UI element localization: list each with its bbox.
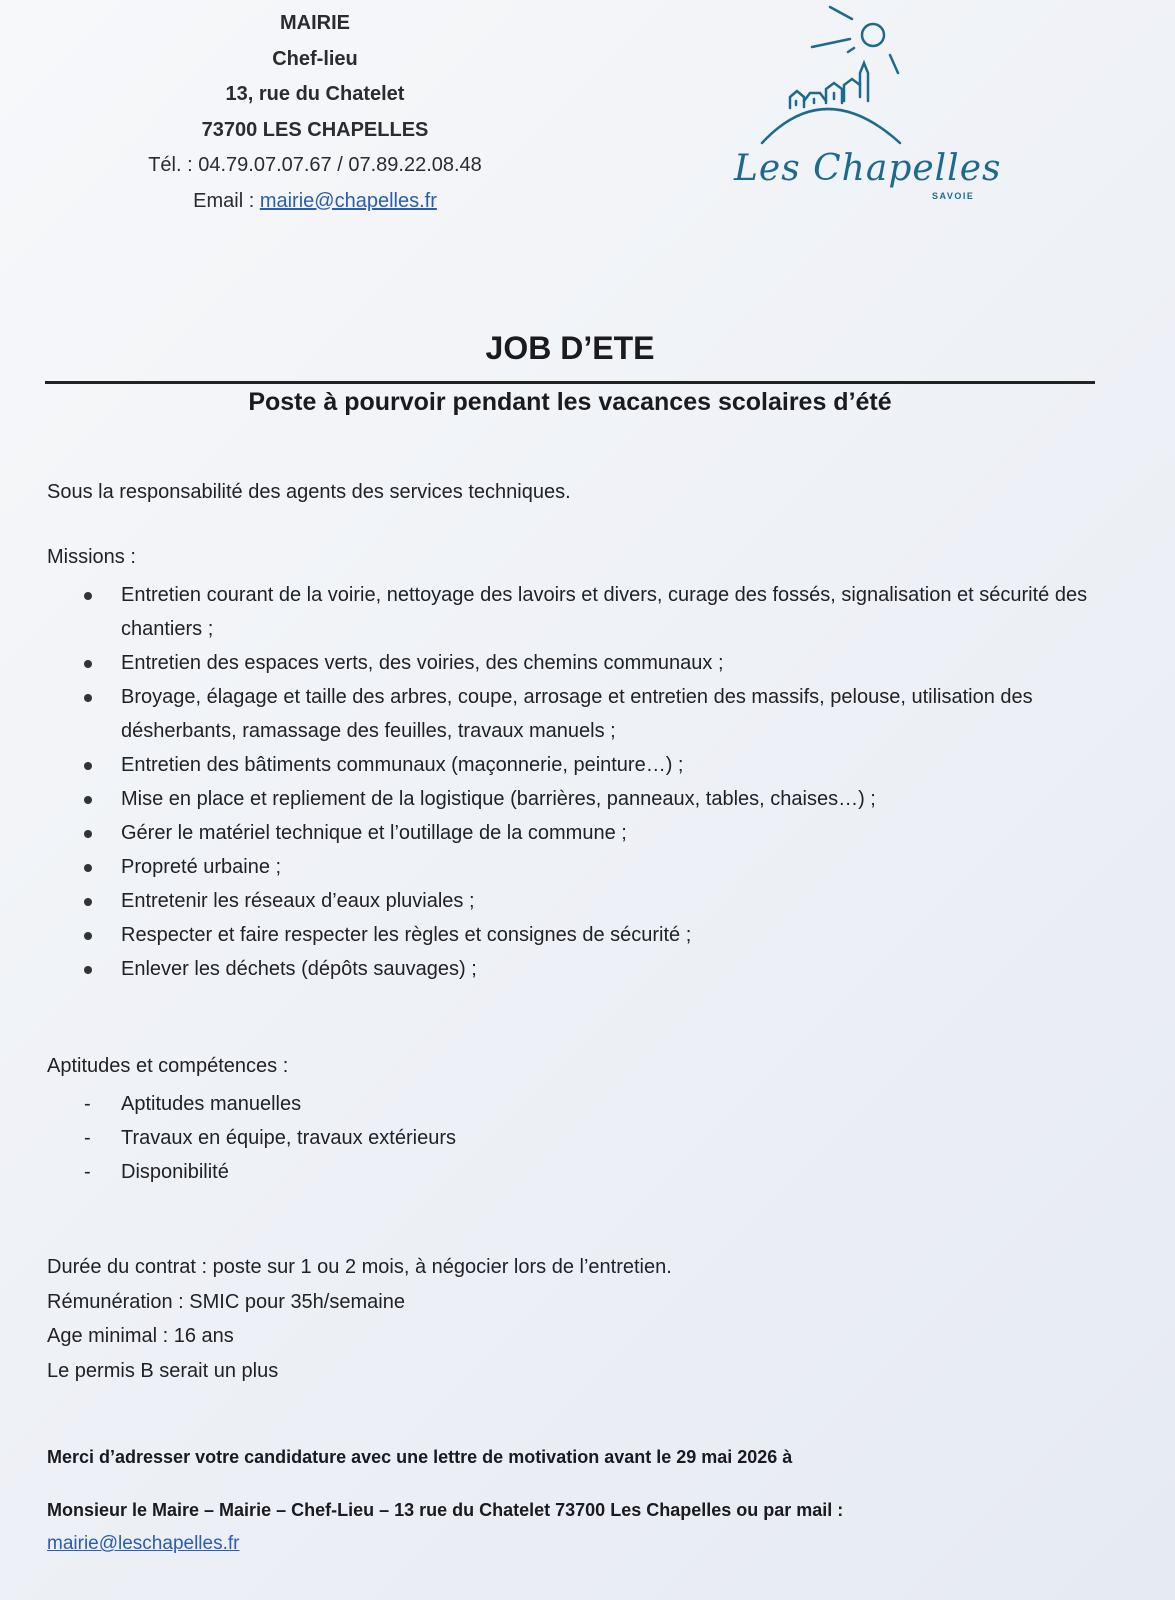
- contract-duration: Durée du contrat : poste sur 1 ou 2 mois, à négocier lors de l’entretien.: [47, 1256, 672, 1278]
- bullet-icon: [84, 932, 92, 940]
- application-instructions: Merci d’adresser votre candidature avec une lettre de motivation avant le 29 mai 2026 à: [47, 1447, 793, 1467]
- street-address: 13, rue du Chatelet: [225, 83, 405, 105]
- list-item: [82, 952, 1102, 986]
- mission-text: Enlever les déchets (dépôts sauvages) ;: [121, 958, 477, 980]
- salary: Rémunération : SMIC pour 35h/semaine: [47, 1290, 405, 1313]
- minimum-age: Age minimal : 16 ans: [47, 1325, 234, 1347]
- city-address: 73700 LES CHAPELLES: [201, 118, 429, 141]
- chef-lieu: Chef-lieu: [272, 47, 358, 70]
- page-subtitle: Poste à pourvoir pendant les vacances scolaires d’été: [248, 388, 892, 416]
- dash-icon: -: [84, 1161, 91, 1183]
- aptitude-text: Disponibilité: [121, 1161, 229, 1183]
- application-address: Monsieur le Maire – Mairie – Chef-Lieu – 13 rue du Chatelet 73700 Les Chapelles ou par mail :: [47, 1500, 844, 1520]
- list-item: [82, 850, 1102, 884]
- list-item: [82, 1121, 456, 1155]
- list-item: [82, 918, 1102, 952]
- bullet-icon: [84, 864, 92, 872]
- mission-text: Respecter et faire respecter les règles et consignes de sécurité ;: [121, 924, 692, 946]
- list-item: [82, 884, 1102, 918]
- missions-list: [82, 578, 1102, 986]
- logo-region: SAVOIE: [932, 191, 975, 201]
- logo-name: Les Chapelles: [734, 148, 1002, 189]
- list-item: [82, 816, 1102, 850]
- list-item: [82, 782, 1102, 816]
- contract-details: [47, 1250, 672, 1388]
- mairie-address-block: [115, 6, 515, 219]
- aptitude-text: Travaux en équipe, travaux extérieurs: [121, 1127, 456, 1149]
- bullet-icon: [84, 898, 92, 906]
- bullet-icon: [84, 762, 92, 770]
- bullet-icon: [84, 592, 92, 600]
- application-email-link[interactable]: mairie@leschapelles.fr: [47, 1533, 240, 1554]
- dash-icon: -: [84, 1093, 91, 1115]
- mission-text: Entretien courant de la voirie, nettoyage des lavoirs et divers, curage des fossés, signalisation et sécurité des chantiers ;: [121, 584, 1088, 640]
- mission-text: Entretien des bâtiments communaux (maçonnerie, peinture…) ;: [121, 754, 684, 776]
- aptitudes-label: Aptitudes et compétences :: [47, 1055, 289, 1077]
- phone-numbers: Tél. : 04.79.07.07.67 / 07.89.22.08.48: [148, 154, 482, 176]
- list-item: [82, 1087, 456, 1121]
- mission-text: Propreté urbaine ;: [121, 856, 282, 878]
- page-title: JOB D’ETE: [485, 330, 655, 366]
- list-item: [82, 748, 1102, 782]
- bullet-icon: [84, 660, 92, 668]
- missions-label: Missions :: [47, 546, 136, 568]
- list-item: [82, 578, 1102, 646]
- mission-text: Mise en place et repliement de la logistique (barrières, panneaux, tables, chaises…) ;: [121, 788, 876, 810]
- list-item: [82, 1155, 456, 1189]
- bullet-icon: [84, 830, 92, 838]
- driving-license: Le permis B serait un plus: [47, 1359, 279, 1382]
- header-email-link[interactable]: mairie@chapelles.fr: [259, 189, 437, 212]
- mission-text: Entretien des espaces verts, des voiries, des chemins communaux ;: [121, 652, 724, 674]
- list-item: [82, 646, 1102, 680]
- email-label: Email :: [193, 189, 260, 212]
- aptitudes-list: [82, 1087, 456, 1189]
- mission-text: Broyage, élagage et taille des arbres, coupe, arrosage et entretien des massifs, pelouse, utilisation des désherbants, ramassage des feuilles, travaux manuels ;: [121, 686, 1033, 742]
- bullet-icon: [84, 694, 92, 702]
- intro-text: Sous la responsabilité des agents des services techniques.: [47, 481, 571, 503]
- bullet-icon: [84, 796, 92, 804]
- aptitude-text: Aptitudes manuelles: [121, 1093, 302, 1115]
- bullet-icon: [84, 966, 92, 974]
- dash-icon: -: [84, 1127, 91, 1149]
- mission-text: Entretenir les réseaux d’eaux pluviales ;: [121, 890, 475, 912]
- list-item: [82, 680, 1102, 748]
- title-divider: [45, 381, 1095, 384]
- mission-text: Gérer le matériel technique et l’outillage de la commune ;: [121, 822, 627, 844]
- email-line: [115, 184, 515, 220]
- mairie-heading: MAIRIE: [280, 12, 350, 34]
